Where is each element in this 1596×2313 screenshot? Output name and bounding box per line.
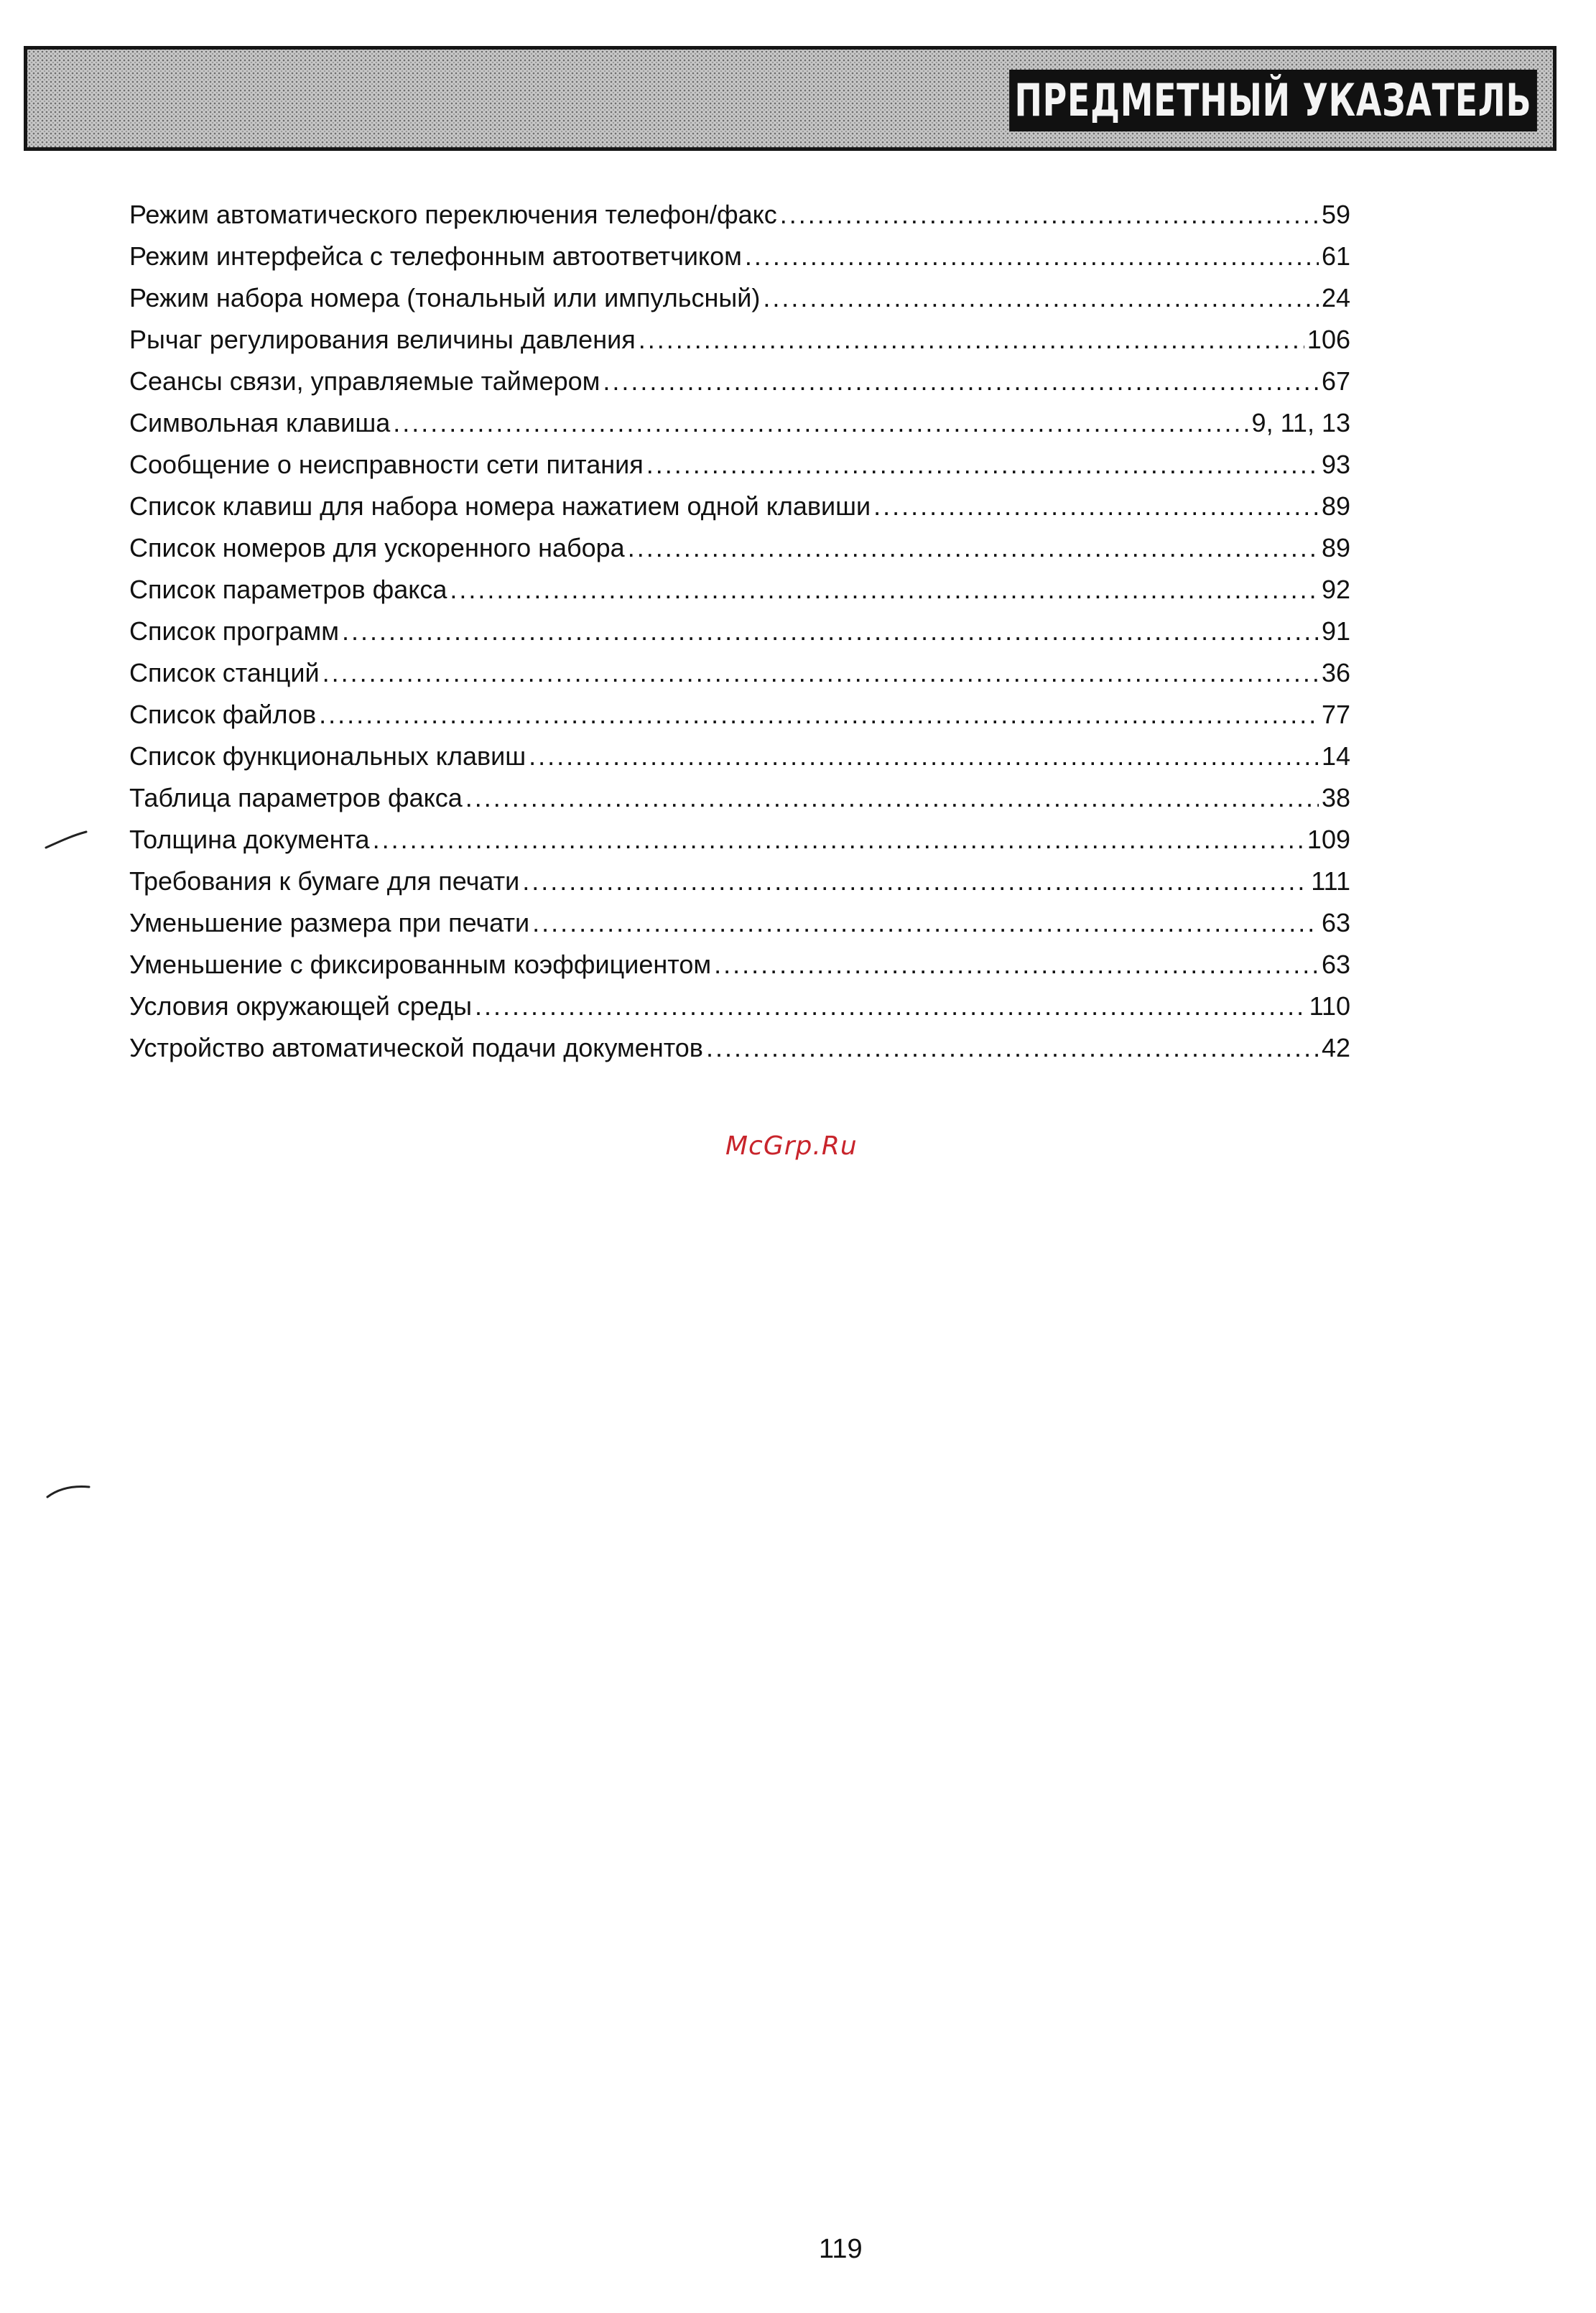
dot-leader	[319, 694, 1319, 736]
index-entry	[129, 361, 1350, 402]
index-entry	[129, 236, 1350, 277]
entry-page: 9, 11, 13	[1251, 408, 1350, 437]
entry-page: 93	[1321, 450, 1350, 479]
index-entry	[129, 611, 1350, 652]
index-entry	[129, 277, 1350, 319]
dot-leader	[450, 569, 1319, 611]
scan-mark-lower	[45, 1480, 95, 1501]
entry-term: Символьная клавиша	[129, 408, 391, 437]
dot-leader	[393, 402, 1248, 444]
dot-leader	[529, 736, 1319, 777]
entry-page: 91	[1321, 616, 1350, 646]
dot-leader	[763, 277, 1319, 319]
index-entry	[129, 986, 1350, 1027]
entry-term: Сеансы связи, управляемые таймером	[129, 366, 600, 396]
dot-leader	[706, 1027, 1319, 1069]
entry-term: Список номеров для ускоренного набора	[129, 533, 625, 562]
entry-page: 67	[1321, 366, 1350, 396]
entry-term: Список функциональных клавиш	[129, 741, 526, 771]
entry-page: 92	[1321, 575, 1350, 604]
dot-leader	[646, 444, 1319, 486]
entry-page: 109	[1307, 825, 1350, 854]
entry-term: Список файлов	[129, 700, 317, 729]
entry-term: Режим автоматического переключения телефон/факс	[129, 200, 777, 229]
index-entry	[129, 861, 1350, 902]
page-number: 119	[819, 2234, 863, 2264]
index-entry	[129, 694, 1350, 736]
dot-leader	[603, 361, 1319, 402]
index-entry	[129, 194, 1350, 236]
dot-leader	[745, 236, 1319, 277]
index-entry	[129, 569, 1350, 611]
dot-leader	[475, 986, 1307, 1027]
entry-page: 24	[1321, 283, 1350, 312]
index-entry	[129, 819, 1350, 861]
index-entry	[129, 444, 1350, 486]
entry-term: Толщина документа	[129, 825, 370, 854]
page-title: ПРЕДМЕТНЫЙ УКАЗАТЕЛЬ	[1009, 70, 1537, 131]
entry-page: 36	[1321, 658, 1350, 687]
dot-leader	[780, 194, 1319, 236]
dot-leader	[639, 319, 1304, 361]
dot-leader	[323, 652, 1319, 694]
entry-term: Требования к бумаге для печати	[129, 866, 520, 896]
watermark: McGrp.Ru	[725, 1131, 858, 1161]
index-entry	[129, 736, 1350, 777]
entry-term: Условия окружающей среды	[129, 991, 472, 1021]
entry-term: Список параметров факса	[129, 575, 447, 604]
dot-leader	[522, 861, 1308, 902]
index-list	[129, 194, 1350, 1069]
entry-term: Список программ	[129, 616, 339, 646]
dot-leader	[342, 611, 1319, 652]
dot-leader	[465, 777, 1319, 819]
entry-term: Список станций	[129, 658, 320, 687]
entry-page: 106	[1307, 325, 1350, 354]
index-entry	[129, 902, 1350, 944]
index-entry	[129, 944, 1350, 986]
entry-term: Режим интерфейса с телефонным автоответчиком	[129, 241, 742, 271]
entry-page: 42	[1321, 1033, 1350, 1062]
entry-term: Устройство автоматической подачи документов	[129, 1033, 703, 1062]
entry-term: Сообщение о неисправности сети питания	[129, 450, 644, 479]
index-entry	[129, 1027, 1350, 1069]
entry-page: 89	[1321, 491, 1350, 521]
entry-page: 38	[1321, 783, 1350, 812]
index-entry	[129, 486, 1350, 527]
dot-leader	[628, 527, 1319, 569]
header-bar	[24, 46, 1556, 151]
entry-page: 63	[1321, 950, 1350, 979]
index-entry	[129, 777, 1350, 819]
entry-term: Режим набора номера (тональный или импульсный)	[129, 283, 761, 312]
entry-page: 14	[1321, 741, 1350, 771]
entry-page: 63	[1321, 908, 1350, 937]
index-entry	[129, 319, 1350, 361]
entry-page: 111	[1311, 866, 1350, 896]
dot-leader	[873, 486, 1319, 527]
index-entry	[129, 527, 1350, 569]
entry-page: 59	[1321, 200, 1350, 229]
entry-term: Рычаг регулирования величины давления	[129, 325, 636, 354]
index-entry	[129, 652, 1350, 694]
entry-page: 110	[1309, 991, 1350, 1021]
scan-mark-upper	[42, 826, 92, 855]
index-entry	[129, 402, 1350, 444]
dot-leader	[373, 819, 1304, 861]
entry-page: 77	[1321, 700, 1350, 729]
entry-term: Уменьшение размера при печати	[129, 908, 530, 937]
entry-term: Список клавиш для набора номера нажатием одной клавиши	[129, 491, 871, 521]
entry-page: 89	[1321, 533, 1350, 562]
dot-leader	[714, 944, 1319, 986]
entry-page: 61	[1321, 241, 1350, 271]
entry-term: Уменьшение с фиксированным коэффициентом	[129, 950, 712, 979]
entry-term: Таблица параметров факса	[129, 783, 463, 812]
dot-leader	[532, 902, 1319, 944]
